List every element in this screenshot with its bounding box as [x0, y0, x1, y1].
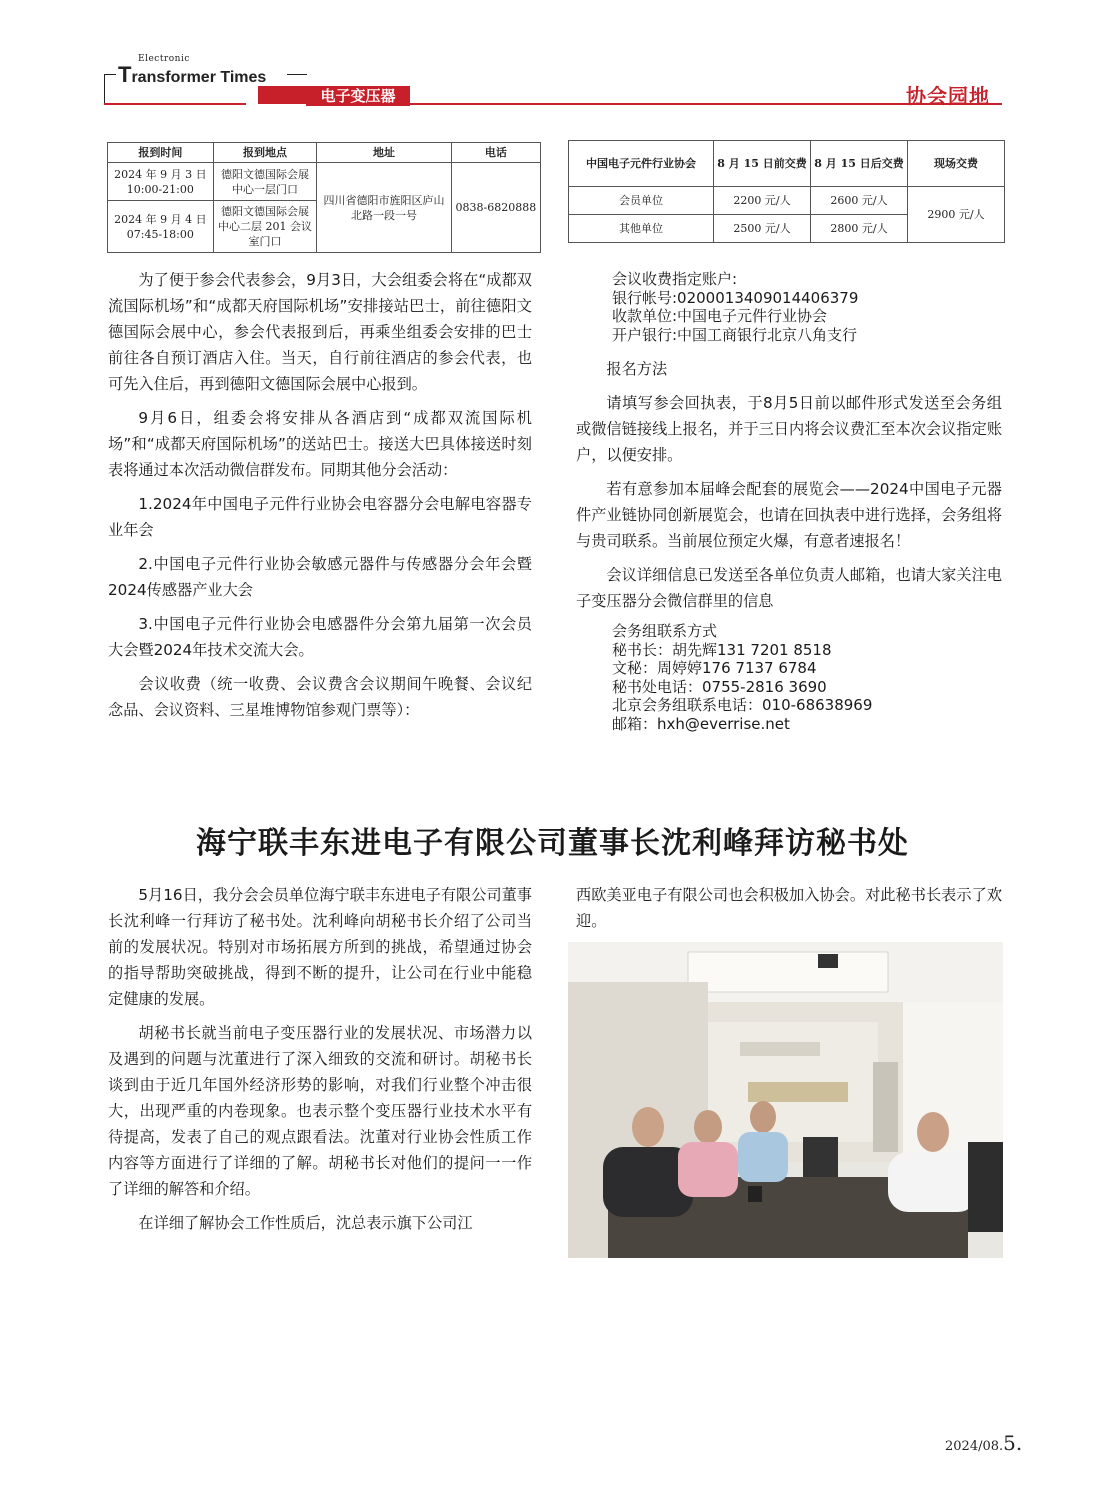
table-header: 电话 [451, 143, 540, 163]
header-vertical-rule [104, 74, 105, 104]
table-header: 报到时间 [108, 143, 214, 163]
account-block [576, 270, 1002, 344]
fee-table [568, 140, 1005, 243]
table-cell: 其他单位 [569, 215, 714, 243]
paragraph: 在详细了解协会工作性质后，沈总表示旗下公司江 [138, 1214, 473, 1232]
account-bank: 开户银行:中国工商银行北京八角支行 [612, 325, 858, 344]
paragraph: 请填写参会回执表，于8月5日前以邮件形式发送至会务组或微信链接线上报名，并于三日内将会议费汇至本次会议指定账户，以便安排。 [576, 394, 1002, 464]
table-cell: 2600 元/人 [810, 187, 907, 215]
brand-dash-right [287, 74, 307, 75]
contact-line: 秘书长：胡先辉131 7201 8518 [612, 640, 832, 659]
signup-title: 报名方法 [606, 360, 668, 378]
meeting-photo [568, 942, 1003, 1258]
paragraph: 为了便于参会代表参会，9月3日，大会组委会将在“成都双流国际机场”和“成都天府国际机场”安排接站巴士，前往德阳文德国际会展中心，参会代表报到后，再乘坐组委会安排的巴士前往各自预订酒店入住。当天，自行前往酒店的参会代表，也可先入住后，再到德阳文德国际会展中心报到。 [108, 271, 532, 393]
header-rule-left [104, 103, 246, 105]
table-header: 8 月 15 日后交费 [810, 141, 907, 187]
magazine-name-tab: 电子变压器 [306, 86, 410, 106]
table-cell: 2500 元/人 [713, 215, 810, 243]
page-number: 5. [1003, 1431, 1023, 1455]
contact-email: 邮箱：hxh@everrise.net [612, 714, 790, 733]
paragraph: 若有意参加本届峰会配套的展览会——2024中国电子元器件产业链协同创新展览会，也请在回执表中进行选择，会务组将与贵司联系。当前展位预定火爆，有意者速报名！ [576, 480, 1002, 550]
account-payee: 收款单位:中国电子元件行业协会 [612, 307, 828, 325]
table-cell: 四川省德阳市旌阳区庐山北路一段一号 [317, 163, 451, 253]
table-cell: 2900 元/人 [907, 187, 1004, 243]
paragraph: 会议收费（统一收费、会议费含会议期间午晚餐、会议纪念品、会议资料、三星堆博物馆参观门票等）： [108, 675, 532, 719]
contact-block [576, 622, 1002, 733]
table-cell: 德阳文德国际会展中心一层门口 [213, 163, 317, 201]
meeting-photo-illustration [568, 942, 1003, 1258]
paragraph: 1.2024年中国电子元件行业协会电容器分会电解电容器专业年会 [108, 495, 532, 539]
paragraph: 3.中国电子元件行业协会电感器件分会第九届第一次会员大会暨2024年技术交流大会。 [108, 615, 532, 659]
paragraph: 西欧美亚电子有限公司也会积极加入协会。对此秘书长表示了欢迎。 [576, 886, 1002, 930]
brand-logo [118, 62, 266, 88]
table-cell: 会员单位 [569, 187, 714, 215]
table-cell: 2024 年 9 月 4 日 07:45-18:00 [108, 201, 214, 253]
paragraph: 胡秘书长就当前电子变压器行业的发展状况、市场潜力以及遇到的问题与沈董进行了深入细致的交流和研讨。胡秘书长谈到由于近几年国外经济形势的影响，对我们行业整个冲击很大，出现严重的内卷现象。也表示整个变压器行业技术水平有待提高，发表了自己的观点跟看法。沈董对行业协会性质工作内容等方面进行了详细的了解。胡秘书长对他们的提问一一作了详细的解答和介绍。 [108, 1024, 532, 1198]
article-right-column [576, 882, 1002, 942]
table-cell: 德阳文德国际会展中心二层 201 会议室门口 [213, 201, 317, 253]
header-red-block [258, 86, 306, 104]
paragraph: 2.中国电子元件行业协会敏感元器件与传感器分会年会暨2024传感器产业大会 [108, 555, 532, 599]
table-cell: 0838-6820888 [451, 163, 540, 253]
section-name: 协会园地 [906, 84, 990, 108]
contact-line: 秘书处电话：0755-2816 3690 [612, 677, 827, 696]
paragraph: 会议详细信息已发送至各单位负责人邮箱，也请大家关注电子变压器分会微信群里的信息 [576, 566, 1002, 610]
table-header: 报到地点 [213, 143, 317, 163]
account-number: 银行帐号:0200013409014406379 [612, 288, 859, 307]
issue-date: 2024/08. [945, 1439, 1004, 1454]
contact-line: 文秘：周婷婷176 7137 6784 [612, 659, 817, 677]
table-header: 中国电子元件行业协会 [569, 141, 714, 187]
table-header: 8 月 15 日前交费 [713, 141, 810, 187]
paragraph: 5月16日，我分会会员单位海宁联丰东进电子有限公司董事长沈利峰一行拜访了秘书处。沈利峰向胡秘书长介绍了公司当前的发展状况。特别对市场拓展方所到的挑战，希望通过协会的指导帮助突破挑战，得到不断的提升，让公司在行业中能稳定健康的发展。 [108, 886, 532, 1008]
page-footer [945, 1431, 1022, 1455]
brand-dash-left [104, 74, 116, 75]
contact-line: 北京会务组联系电话：010-68638969 [612, 696, 873, 714]
account-title: 会议收费指定账户: [612, 270, 738, 288]
brand-subtitle: Electronic [138, 54, 190, 64]
brand-rest: ransformer Times [131, 69, 267, 86]
left-column [108, 267, 532, 731]
table-header: 现场交费 [907, 141, 1004, 187]
paragraph: 9月6日，组委会将安排从各酒店到“成都双流国际机场”和“成都天府国际机场”的送站巴士。接送大巴具体接送时刻表将通过本次活动微信群发布。同期其他分会活动： [108, 409, 532, 479]
article-title: 海宁联丰东进电子有限公司董事长沈利峰拜访秘书处 [196, 826, 909, 861]
right-column [576, 270, 1002, 733]
article-left-column [108, 882, 532, 1244]
brand-T: T [118, 62, 132, 87]
table-cell: 2800 元/人 [810, 215, 907, 243]
registration-table [107, 142, 541, 253]
table-header: 地址 [317, 143, 451, 163]
table-cell: 2200 元/人 [713, 187, 810, 215]
contact-title: 会务组联系方式 [612, 622, 718, 640]
table-cell: 2024 年 9 月 3 日 10:00-21:00 [108, 163, 214, 201]
